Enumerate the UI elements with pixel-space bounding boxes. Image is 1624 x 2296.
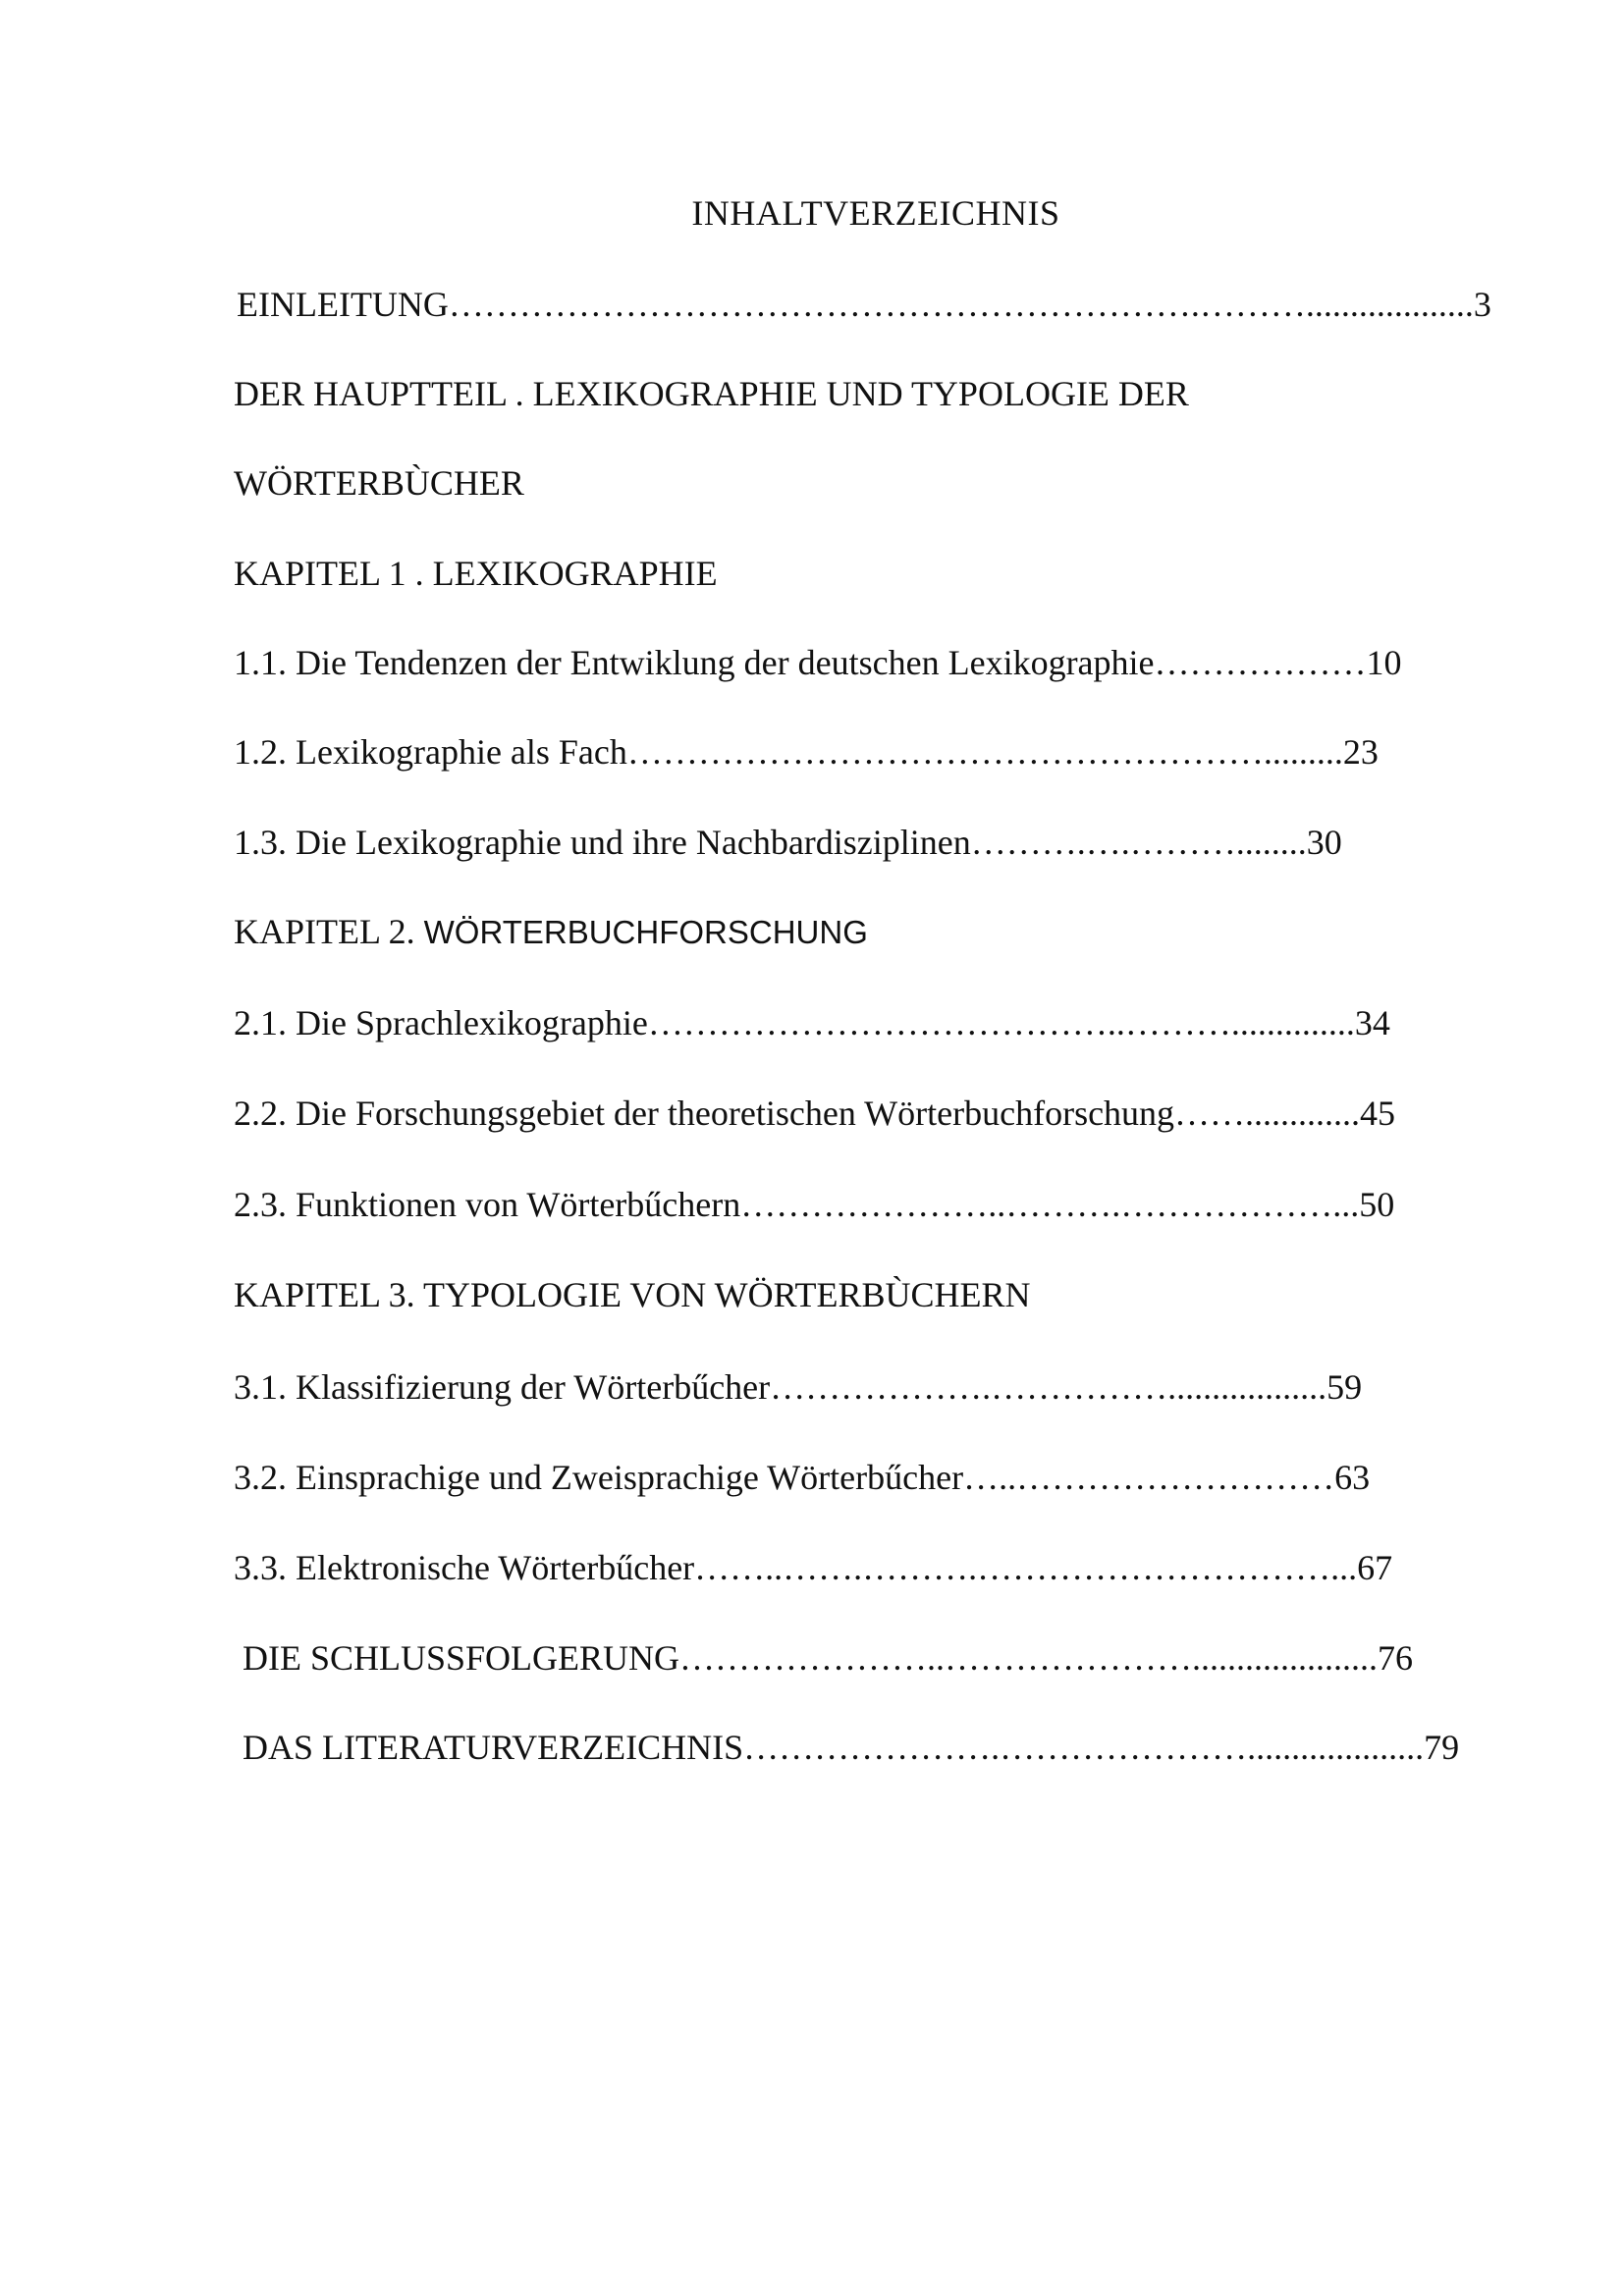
toc-entry-kapitel-1: KAPITEL 1 . LEXIKOGRAPHIE bbox=[234, 554, 718, 593]
toc-entry-einleitung: EINLEITUNG……………………………………………………….………...................3 bbox=[237, 285, 1491, 324]
toc-entry-2-3: 2.3. Funktionen von Wörterbűchern…………………..……….………………...50 bbox=[234, 1185, 1395, 1224]
toc-entry-3-2: 3.2. Einsprachige und Zweisprachige Wörterbűcher…..………………………63 bbox=[234, 1458, 1371, 1497]
toc-entry-hauptteil: DER HAUPTTEIL . LEXIKOGRAPHIE UND TYPOLOGIE DER bbox=[234, 374, 1189, 413]
toc-title: INHALTVERZEICHNIS bbox=[691, 193, 1060, 233]
toc-entry-kapitel-2-title: WÖRTERBUCHFORSCHUNG bbox=[423, 914, 868, 950]
toc-entry-schlussfolgerung: DIE SCHLUSSFOLGERUNG…………………..………………….....................76 bbox=[243, 1638, 1414, 1678]
toc-entry-literaturverzeichnis: DAS LITERATURVERZEICHNIS………………….…………………....................79 bbox=[243, 1728, 1460, 1767]
toc-entry-1-1: 1.1. Die Tendenzen der Entwiklung der deutschen Lexikographie………………10 bbox=[234, 643, 1402, 682]
toc-entry-hauptteil-continued: WÖRTERBÙCHER bbox=[234, 463, 524, 503]
toc-entry-3-3: 3.3. Elektronische Wörterbűcher……..…….……….…………………………...67 bbox=[234, 1548, 1393, 1587]
toc-entry-2-2: 2.2. Die Forschungsgebiet der theoretischen Wörterbuchforschung…….............45 bbox=[234, 1094, 1396, 1133]
toc-entry-2-1: 2.1. Die Sprachlexikographie…………………………………..………..............34 bbox=[234, 1003, 1390, 1042]
toc-entry-kapitel-2 bbox=[234, 910, 868, 953]
toc-entry-1-2: 1.2. Lexikographie als Fach……………………………………………….........23 bbox=[234, 732, 1379, 772]
toc-entry-kapitel-3: KAPITEL 3. TYPOLOGIE VON WÖRTERBÙCHERN bbox=[234, 1275, 1031, 1314]
toc-entry-1-3: 1.3. Die Lexikographie und ihre Nachbardisziplinen……….….………........30 bbox=[234, 823, 1342, 862]
toc-entry-kapitel-2-prefix: KAPITEL 2. bbox=[234, 912, 424, 951]
toc-entry-3-1: 3.1. Klassifizierung der Wörterbűcher……………….……………..................59 bbox=[234, 1367, 1363, 1407]
